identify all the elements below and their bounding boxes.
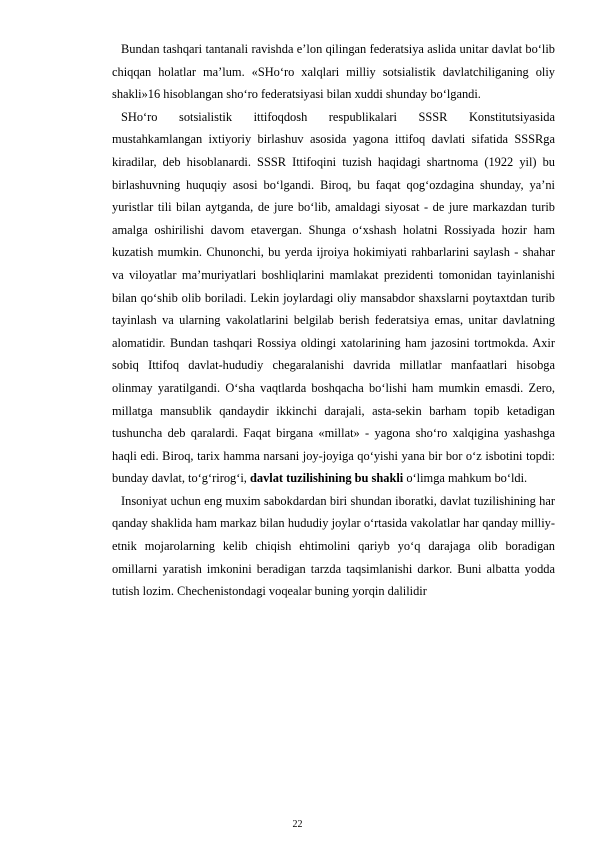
paragraph-text: Insoniyat uchun eng muxim sabokdardan biri shundan iboratki, davlat tuzilishining har qanday shaklida ham markaz bilan hududiy joylar o‘rtasida vakolatlar har qanday milliy-etnik mojarolarning kelib chiqish ehtimolini qariyb yo‘q darajaga olib boradigan omillarni yaratish imkonini beradigan tarzda taqsimlanishi darkor. Buni albatta yodda tutish lozim. Chechenistondagi voqealar buning yorqin dalilidir bbox=[112, 493, 555, 599]
paragraph-federation-unitar bbox=[112, 38, 555, 106]
page-number: 22 bbox=[292, 819, 303, 830]
paragraph-soviet-republics bbox=[112, 106, 555, 490]
paragraph-text: Bundan tashqari tantanali ravishda e’lon qilingan federatsiya aslida unitar davlat bo‘lib chiqqan holatlar ma’lum. «SHo‘ro xalqlari milliy sotsialistik davlatchiliganing oliy shakli»16 hisoblangan sho‘ro federatsiyasi bilan xuddi shunday bo‘lgandi. bbox=[112, 42, 555, 102]
emphasized-phrase: davlat tuzilishining bu shakli bbox=[250, 471, 404, 486]
document-body bbox=[112, 38, 555, 603]
paragraph-text: SHo‘ro sotsialistik ittifoqdosh respublikalari SSSR Konstitutsiyasida mustahkamlangan ixtiyoriy birlashuv asosida yagona ittifoq davlati sifatida SSSRga kiradilar, deb hisoblanardi. SSSR Ittifoqini tuzish haqidagi shartnoma (1922 yil) bu birlashuvning huquqiy asosi bo‘lgandi. Biroq, bu faqat qog‘ozdagina shunday, ya’ni yuristlar tili bilan aytganda, de jure bo‘lib, amaldagi siyosat - de jure markazdan turib amalga oshirilishi davom etavergan. Shunga o‘xshash holatni Rossiyada hozir ham kuzatish mumkin. Chunonchi, bu yerda ijroiya hokimiyati rahbarlarini saylash - shahar va viloyatlar ma’muriyatlari boshliqlarini mamlakat prezidenti tomonidan tayinlanishi bilan qo‘shib olib boriladi. Lekin joylardagi oliy mansabdor shaxslarni poytaxtdan turib tayinlash va ularning vakolatlarini belgilab berish federatsiya emas, unitar davlatning alomatidir. Bundan tashqari Rossiya oldingi xatolarining ham jazosini tortmokda. Axir sobiq Ittifoq davlat-hududiy chegaralanishi davrida millatlar manfaatlari hisobga olinmay yaratilgandi. O‘sha vaqtlarda boshqacha bo‘lishi ham mumkin emasdi. Zero, millatga mansublik qandaydir ikkinchi darajali, asta-sekin barham topib ketadigan tushuncha deb qaralardi. Faqat birgana «millat» - yagona sho‘ro xalqigina yashashga haqli edi. Biroq, tarix hamma narsani joy-joyiga qo‘yishi yana bir bor o‘z isbotini topdi: bunday davlat, to‘g‘rirog‘i, bbox=[112, 109, 555, 486]
paragraph-lessons bbox=[112, 490, 555, 603]
paragraph-text-end: o‘limga mahkum bo‘ldi. bbox=[406, 471, 528, 486]
